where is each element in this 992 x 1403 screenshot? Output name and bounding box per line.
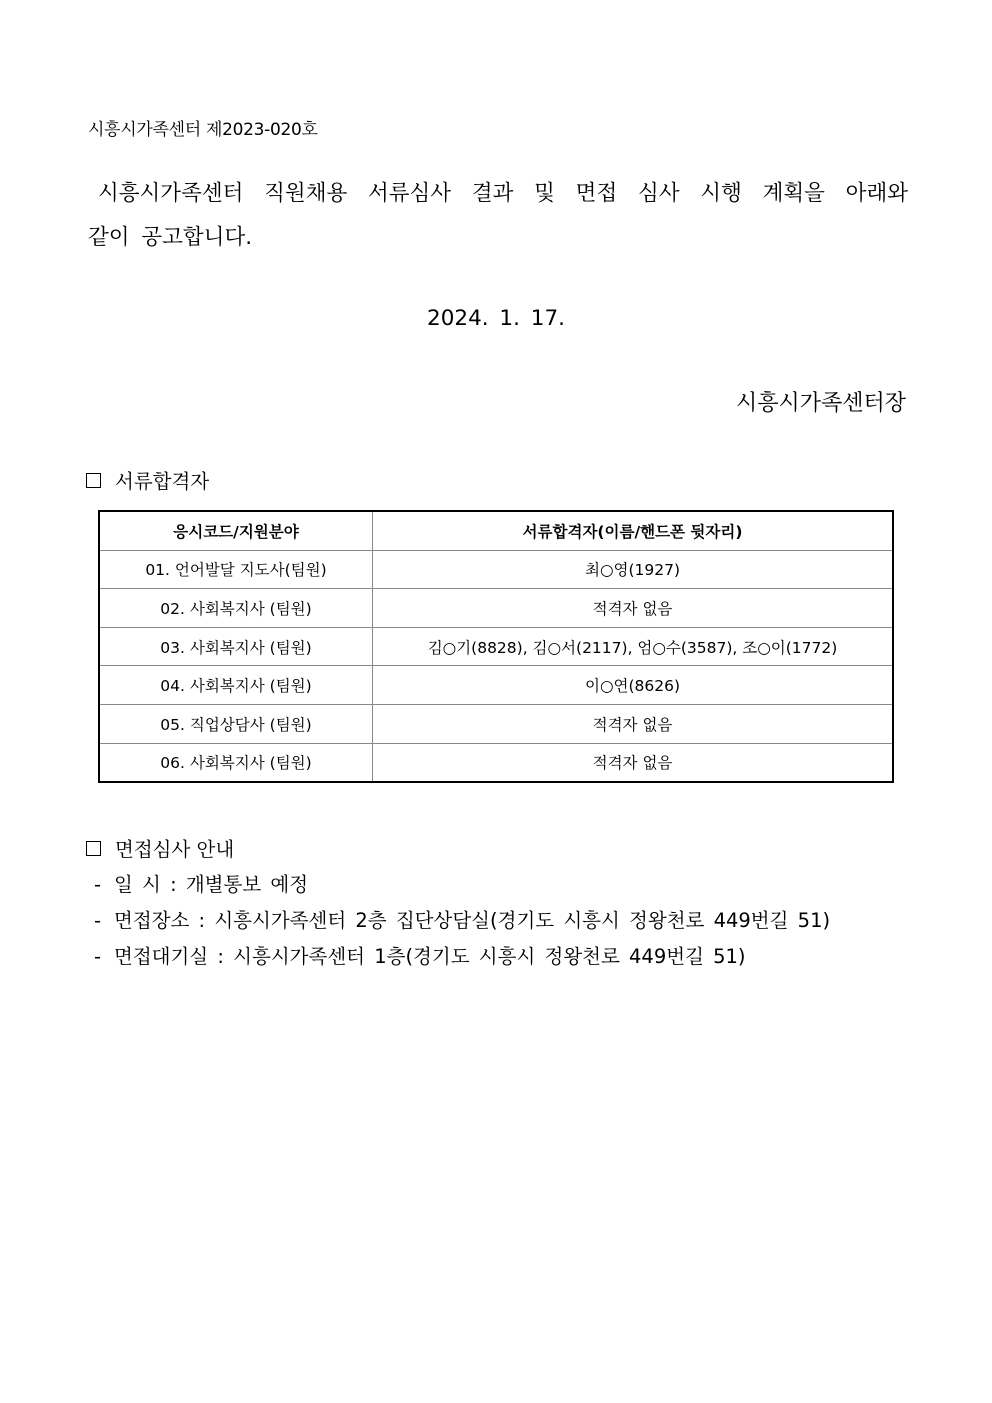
cell-result: 최○영(1927) <box>373 550 894 589</box>
intro-line-1: 시흥시가족센터 직원채용 서류심사 결과 및 면접 심사 시행 계획을 아래와 <box>98 181 908 206</box>
cell-result: 적격자 없음 <box>373 589 894 628</box>
table-row <box>99 627 893 666</box>
column-header-result: 서류합격자(이름/핸드폰 뒷자리) <box>373 511 894 550</box>
cell-code: 04. 사회복지사 (팀원) <box>99 666 373 705</box>
section-title-document-passers <box>86 466 209 494</box>
table-row <box>99 666 893 705</box>
cell-code: 06. 사회복지사 (팀원) <box>99 743 373 782</box>
column-header-code: 응시코드/지원분야 <box>99 511 373 550</box>
square-icon <box>86 841 101 856</box>
cell-result: 이○연(8626) <box>373 666 894 705</box>
intro-line-2: 같이 공고합니다. <box>88 225 253 250</box>
square-icon <box>86 473 101 488</box>
dash-bullet: - <box>94 909 102 932</box>
dash-bullet: - <box>94 945 102 968</box>
section-title-text: 서류합격자 <box>115 470 210 493</box>
announcement-date: 2024. 1. 17. <box>427 306 565 331</box>
cell-code: 01. 언어발달 지도사(팀원) <box>99 550 373 589</box>
results-table <box>98 510 894 783</box>
list-item <box>94 939 830 975</box>
cell-code: 03. 사회복지사 (팀원) <box>99 627 373 666</box>
table-header-row <box>99 511 893 550</box>
cell-result: 김○기(8828), 김○서(2117), 엄○수(3587), 조○이(1772) <box>373 627 894 666</box>
table-row <box>99 743 893 782</box>
table-row <box>99 589 893 628</box>
cell-result: 적격자 없음 <box>373 704 894 743</box>
list-item <box>94 903 830 939</box>
guide-item-text: 일 시 : 개별통보 예정 <box>114 873 309 896</box>
section-title-text: 면접심사 안내 <box>115 838 235 861</box>
interview-guide-list <box>94 867 830 975</box>
guide-item-text: 면접대기실 : 시흥시가족센터 1층(경기도 시흥시 정왕천로 449번길 51) <box>114 945 746 968</box>
table-row <box>99 550 893 589</box>
table-row <box>99 704 893 743</box>
guide-item-text: 면접장소 : 시흥시가족센터 2층 집단상담실(경기도 시흥시 정왕천로 449번길 51) <box>114 909 831 932</box>
list-item <box>94 867 830 903</box>
cell-code: 02. 사회복지사 (팀원) <box>99 589 373 628</box>
cell-code: 05. 직업상담사 (팀원) <box>99 704 373 743</box>
signer: 시흥시가족센터장 <box>735 391 906 416</box>
cell-result: 적격자 없음 <box>373 743 894 782</box>
section-title-interview-guide <box>86 834 234 862</box>
document-number: 시흥시가족센터 제2023-020호 <box>88 120 318 140</box>
intro-paragraph <box>88 172 908 260</box>
dash-bullet: - <box>94 873 102 896</box>
